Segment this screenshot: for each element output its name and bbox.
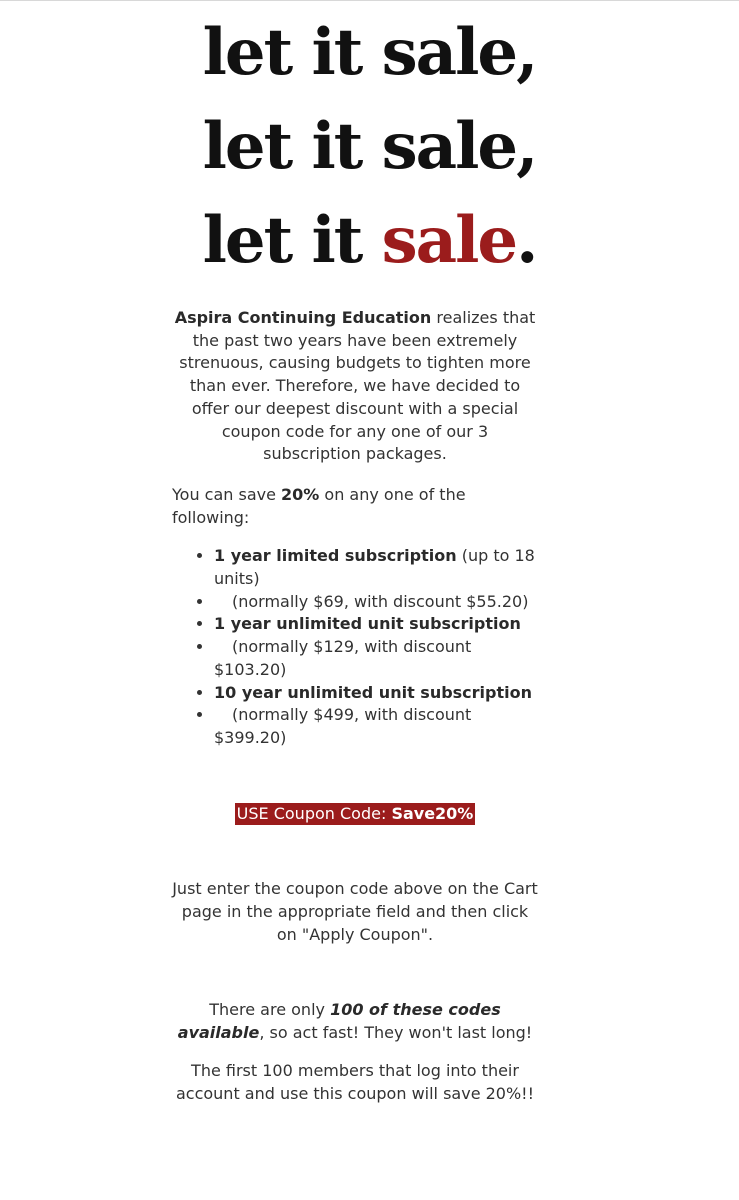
headline (0, 6, 739, 288)
limited-suffix: , so act fast! They won't last long! (259, 1023, 533, 1043)
package-note: (up to 18 units) (214, 546, 535, 589)
coupon-banner (235, 803, 476, 825)
save-paragraph (172, 484, 538, 529)
package-price: (normally $69, with discount $55.20) (232, 591, 529, 611)
instructions-paragraph: Just enter the coupon code above on the Cart page in the appropriate field and then click on "Apply Coupon". (172, 879, 538, 944)
first-100-paragraph: The first 100 members that log into their account and use this coupon will save 20%!! (175, 1060, 535, 1103)
save-prefix: You can save (172, 484, 282, 504)
save-suffix: on any one of the following: (172, 484, 466, 527)
coupon-label: USE Coupon Code: (236, 803, 392, 823)
list-item (214, 636, 538, 681)
package-name: 1 year limited subscription (214, 546, 457, 566)
top-divider (0, 0, 739, 1)
promo-content (172, 307, 538, 1105)
intro-paragraph (172, 307, 538, 466)
company-name: Aspira Continuing Education (174, 308, 432, 327)
intro-text: realizes that the past two years have been extremely strenuous, causing budgets to tighten more than ever. Therefore, we have decided to offer our deepest discount with a special coupon code for any one of our 3 subscription packages. (179, 308, 536, 464)
headline-line-2: let it sale, (202, 109, 537, 184)
save-percent: 20% (281, 484, 320, 504)
list-item (214, 591, 538, 614)
list-item (214, 545, 538, 590)
coupon-code[interactable]: Save20% (391, 803, 474, 823)
package-name: 1 year unlimited unit subscription (214, 614, 521, 634)
list-item (214, 613, 538, 636)
limited-prefix: There are only (209, 1000, 331, 1020)
package-name: 10 year unlimited unit subscription (214, 682, 533, 702)
list-item (214, 704, 538, 749)
headline-line-3-prefix: let it (202, 203, 382, 278)
headline-line-3-suffix: . (516, 203, 537, 278)
limited-paragraph (172, 999, 538, 1044)
coupon-container (172, 803, 538, 826)
headline-accent-word: sale (381, 203, 517, 278)
package-price: (normally $129, with discount $103.20) (214, 637, 472, 679)
package-price: (normally $499, with discount $399.20) (214, 705, 472, 747)
package-list (172, 545, 538, 749)
list-item (214, 682, 538, 705)
limited-emphasis: 100 of these codes available (177, 1000, 501, 1043)
headline-line-3 (0, 194, 739, 288)
headline-line-1: let it sale, (202, 15, 537, 90)
